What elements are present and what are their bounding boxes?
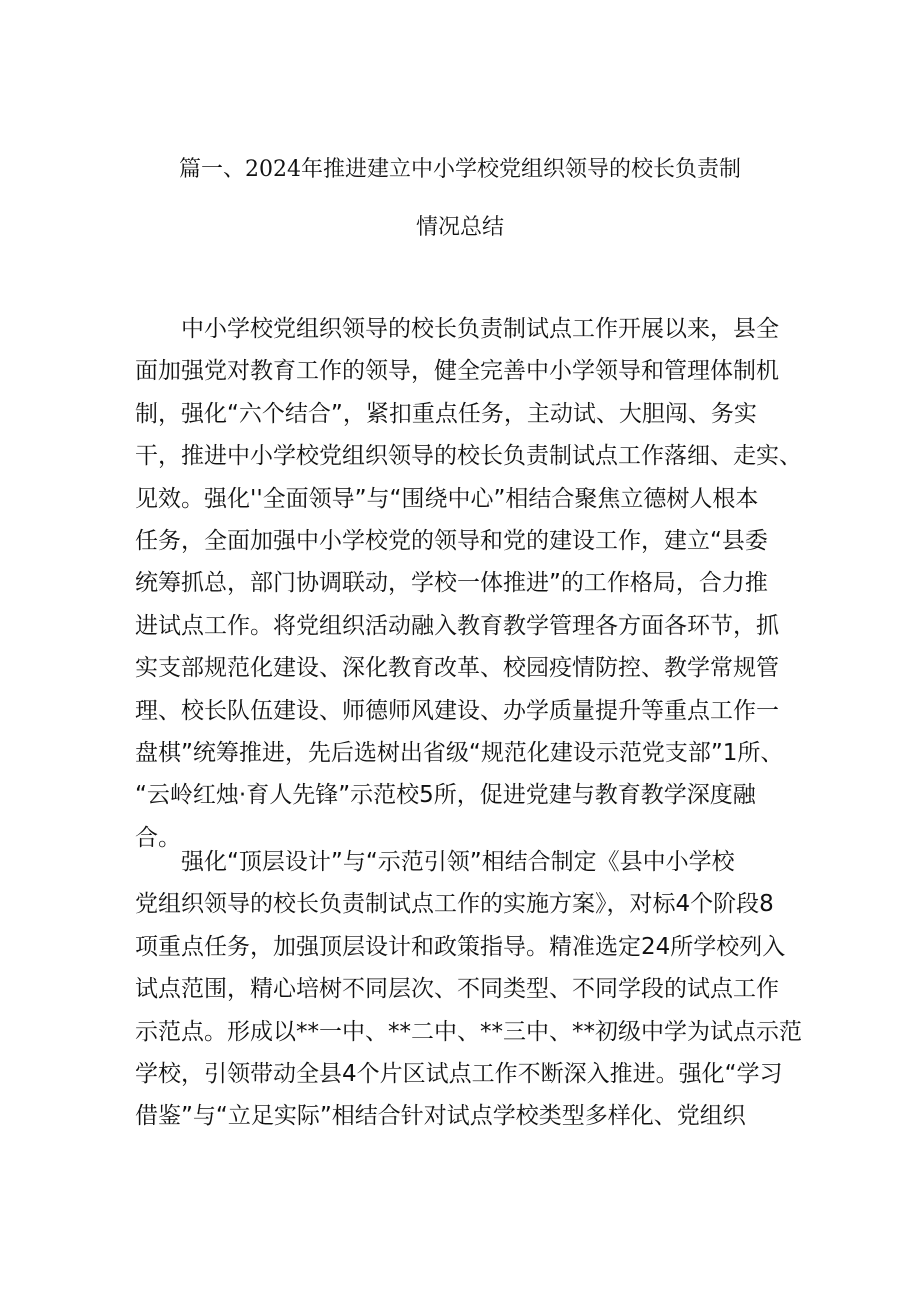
paragraph-line: 项重点任务，加强顶层设计和政策指导。精准选定24所学校列入	[135, 933, 786, 960]
paragraph-line: 进试点工作。将党组织活动融入教育教学管理各方面各环节，抓	[135, 612, 779, 639]
paragraph-line: 制，强化“六个结合”，紧扣重点任务，主动试、大胆闯、务实	[135, 400, 757, 427]
paragraph-line: 盘棋”统筹推进，先后选树出省级“规范化建设示范党支部”1所、	[135, 739, 784, 766]
paragraph-2	[135, 841, 802, 1138]
paragraph-line: 强化“顶层设计”与“示范引领”相结合制定《县中小学校	[135, 849, 735, 875]
paragraph-line: 试点范围，精心培树不同层次、不同类型、不同学段的试点工作	[135, 976, 779, 1003]
paragraph-line: 党组织领导的校长负责制试点工作的实施方案》，对标4个阶段8	[135, 891, 774, 918]
paragraph-line: 实支部规范化建设、深化教育改革、校园疫情防控、教学常规管	[135, 655, 779, 682]
paragraph-line: 理、校长队伍建设、师德师风建设、办学质量提升等重点工作一	[135, 697, 779, 724]
paragraph-line: 中小学校党组织领导的校长负责制试点工作开展以来，县全	[135, 316, 779, 342]
paragraph-line: 见效。强化''全面领导”与“围绕中心”相结合聚焦立德树人根本	[135, 485, 759, 512]
paragraph-1	[135, 308, 802, 859]
document-title-line-2: 情况总结	[415, 215, 504, 240]
paragraph-line: 学校，引领带动全县4个片区试点工作不断深入推进。强化“学习	[135, 1060, 783, 1087]
paragraph-line: 任务，全面加强中小学校党的领导和党的建设工作，建立“县委	[135, 527, 768, 554]
paragraph-line: “云岭红烛·育人先锋”示范校5所，促进党建与教育教学深度融	[135, 782, 756, 809]
paragraph-line: 面加强党对教育工作的领导，健全完善中小学领导和管理体制机	[135, 358, 779, 385]
paragraph-line: 示范点。形成以**一中、**二中、**三中、**初级中学为试点示范	[135, 1018, 802, 1045]
paragraph-line: 统筹抓总，部门协调联动，学校一体推进”的工作格局，合力推	[135, 570, 768, 597]
paragraph-line: 借鉴”与“立足实际”相结合针对试点学校类型多样化、党组织	[135, 1103, 746, 1130]
paragraph-line: 合。	[135, 824, 181, 851]
paragraph-line: 干，推进中小学校党组织领导的校长负责制试点工作落细、走实、	[135, 443, 802, 470]
document-title-line-1: 篇一、2024年推进建立中小学校党组织领导的校长负责制	[179, 157, 741, 182]
